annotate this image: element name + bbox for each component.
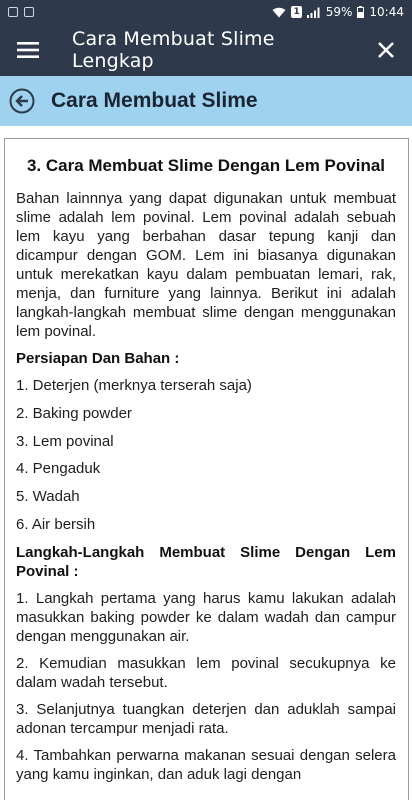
menu-button[interactable]: [0, 24, 56, 76]
system-status: [272, 5, 404, 19]
page-title: Cara Membuat Slime: [51, 89, 258, 112]
image-notification-icon: [8, 7, 18, 17]
app-title: Cara Membuat Slime Lengkap: [72, 28, 275, 72]
battery-icon: [357, 6, 364, 18]
app-notification-icon: [24, 7, 34, 17]
material-item: 2. Baking powder: [16, 404, 132, 422]
material-item: 5. Wadah: [16, 488, 80, 506]
section-title: 3. Cara Membuat Slime Dengan Lem Povinal: [26, 156, 386, 175]
material-item: 6. Air bersih: [16, 515, 96, 533]
sim-badge: 1: [293, 7, 300, 17]
article-card: [4, 138, 409, 800]
material-item: 1. Deterjen (merknya terserah saja): [16, 377, 252, 394]
steps-heading: Langkah-Langkah Membuat Slime Dengan Lem Povinal :: [16, 543, 396, 580]
step-item: 4. Tambahkan perwarna makanan sesuai dengan selera yang kamu inginkan, dan aduk lagi dengan: [16, 746, 396, 783]
intro-paragraph: Bahan lainnnya yang dapat digunakan untuk membuat slime adalah lem povinal. Lem povinal adalah sebuah lem kayu yang berbahan dasar tepung kanji dan dicampur dengan GOM. Lem ini biasanya digunakan untuk merekatkan kayu dalam pembuatan lemari, rak, menja, dan furniture yang lainnya. Berikut ini adalah langkah-langkah membuat slime dengan menggunakan lem povinal.: [16, 190, 396, 340]
notification-icons: [8, 7, 34, 17]
status-bar: [0, 0, 412, 24]
materials-heading: Persiapan Dan Bahan :: [16, 350, 180, 367]
close-button[interactable]: [360, 24, 412, 76]
material-item: 4. Pengaduk: [16, 460, 101, 478]
battery-percent: 59%: [325, 5, 353, 19]
signal-icon: [307, 7, 321, 18]
step-item: 2. Kemudian masukkan lem povinal secukupnya ke dalam wadah tersebut.: [16, 654, 396, 691]
wifi-icon: [272, 7, 286, 18]
close-icon: [378, 42, 394, 58]
page-header: [0, 76, 412, 126]
clock: 10:44: [369, 5, 404, 19]
material-item: 3. Lem povinal: [16, 432, 114, 450]
hamburger-menu-icon: [17, 42, 39, 58]
step-item: 1. Langkah pertama yang harus kamu lakukan adalah masukkan baking powder ke dalam wadah dan campur dengan menggunakan air.: [16, 589, 396, 645]
back-arrow-circle-icon[interactable]: [9, 88, 35, 114]
app-bar: [0, 24, 412, 76]
step-item: 3. Selanjutnya tuangkan deterjen dan aduklah sampai adonan tercampur menjadi rata.: [16, 700, 396, 737]
